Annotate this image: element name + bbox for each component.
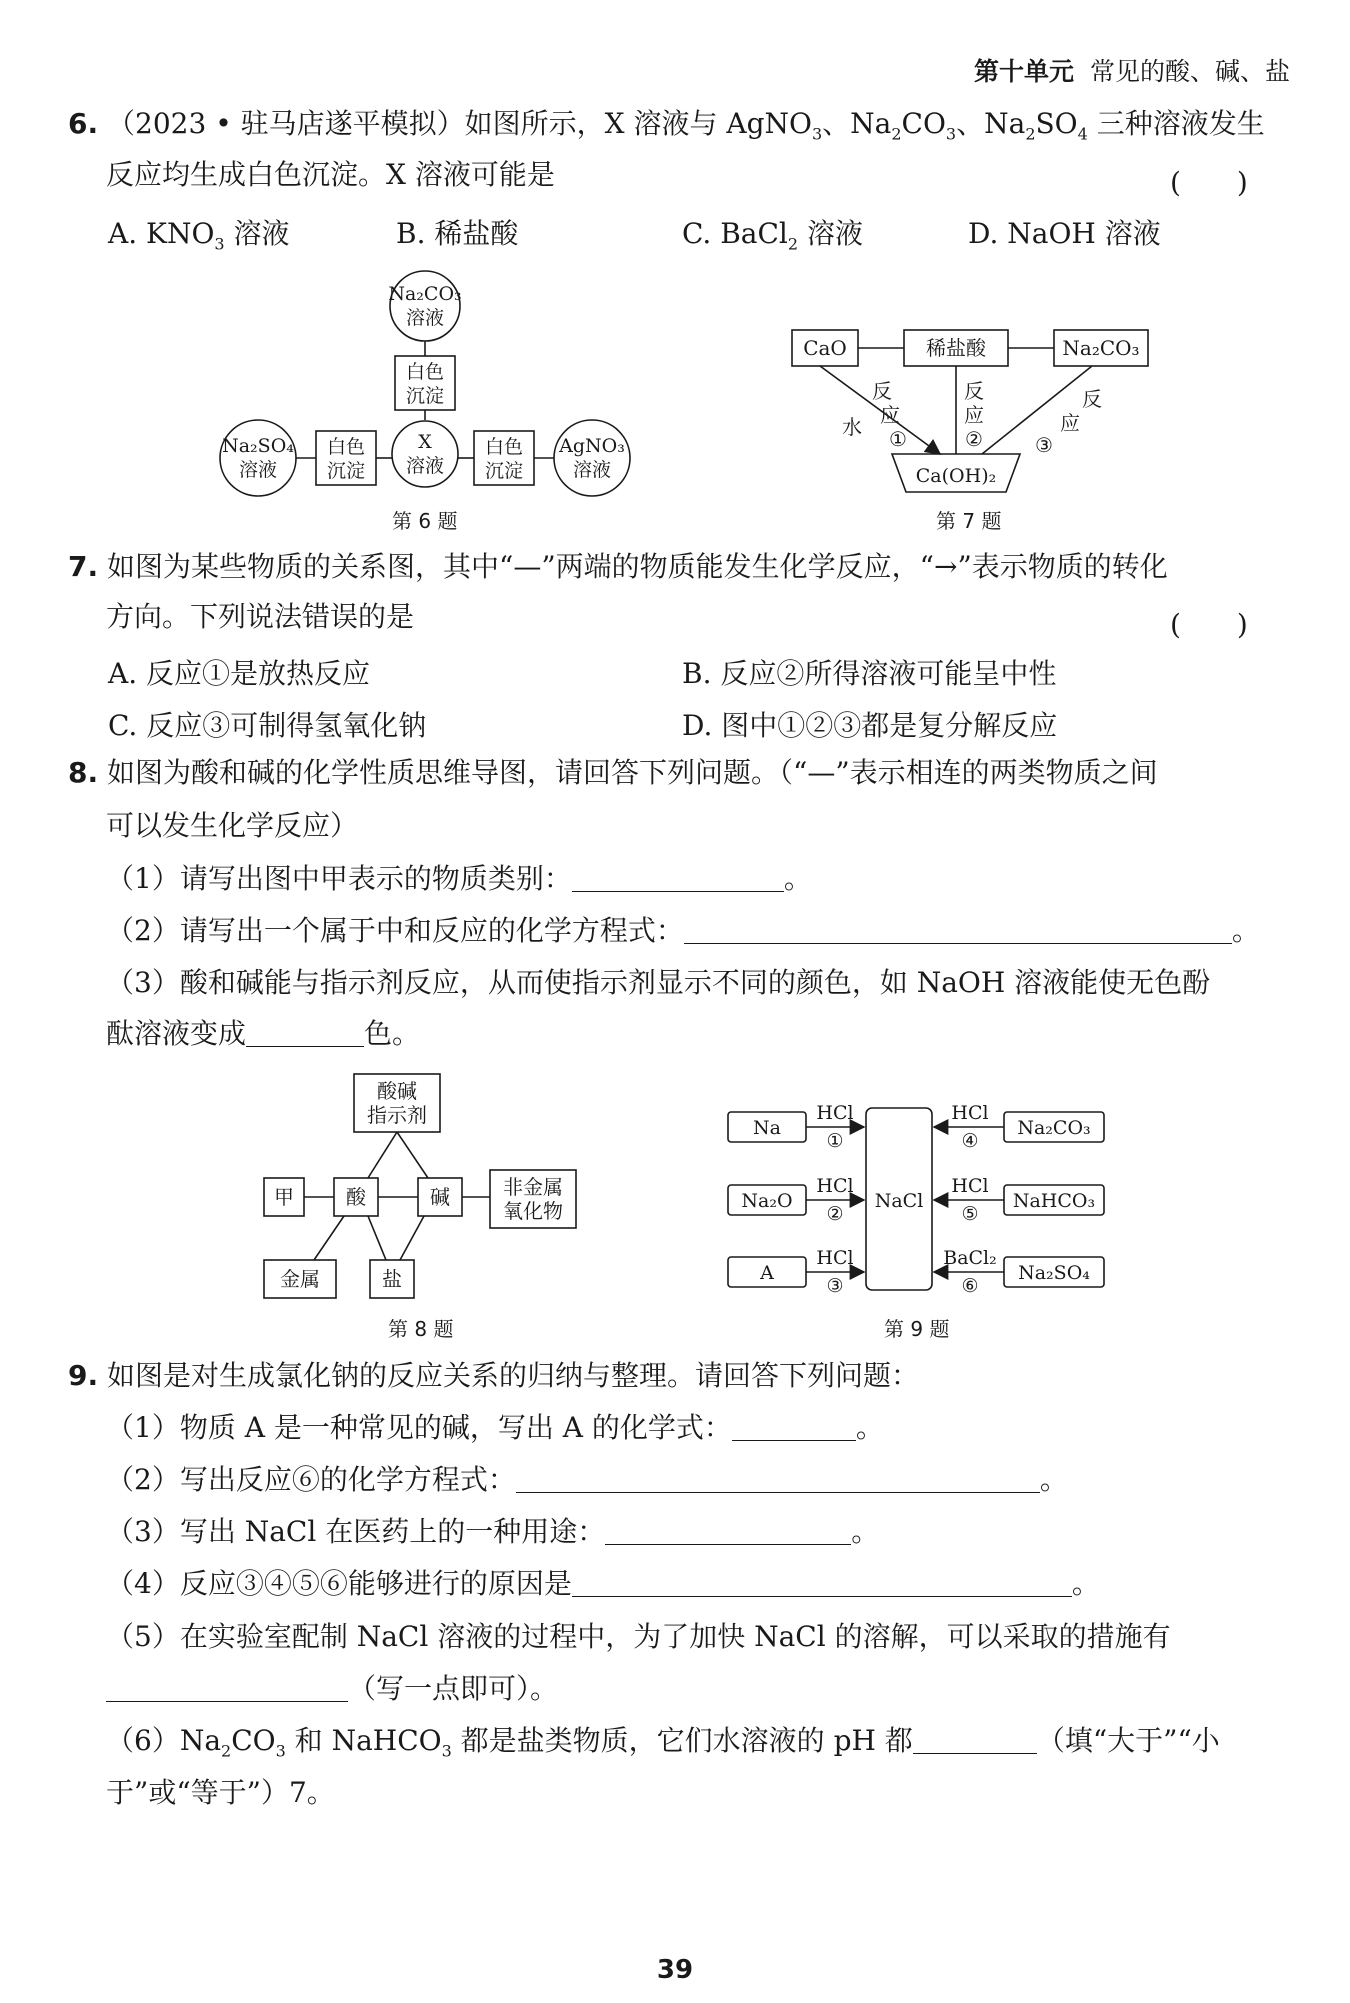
q9-part2-blank[interactable]	[516, 1462, 1040, 1493]
fig7-caoh2: Ca(OH)₂	[915, 465, 997, 487]
fig8-nonmetal-l1: 非金属	[503, 1175, 563, 1199]
fig7-water: 水	[842, 415, 862, 439]
fig6-agno3-label: AgNO₃	[559, 435, 625, 457]
fig6-white-right: 白色	[484, 436, 524, 458]
fig7-r1-ying: 应	[880, 403, 900, 427]
q8-stem-line2: 可以发生化学反应）	[106, 809, 359, 842]
fig7-na2co3: Na₂CO₃	[1062, 336, 1140, 360]
q9-part6-blank[interactable]	[913, 1723, 1037, 1754]
q9-part4-blank[interactable]	[572, 1566, 1072, 1597]
q6-answer-paren: ( )	[1170, 166, 1248, 199]
fig7-r3-number: ③	[1035, 433, 1053, 457]
fig6-white-left: 白色	[326, 436, 366, 458]
fig6-ppt-top: 沉淀	[405, 385, 445, 407]
q7-option-c: C. 反应③可制得氢氧化钠	[108, 709, 427, 742]
q6-option-d: D. NaOH 溶液	[968, 217, 1161, 250]
fig8-salt: 盐	[382, 1267, 402, 1291]
fig9-r5: ⑤	[961, 1203, 979, 1225]
fig9-a: A	[760, 1262, 774, 1284]
q9-part3-blank[interactable]	[605, 1514, 851, 1545]
figure-9-caption: 第 9 题	[884, 1317, 950, 1341]
fig8-jia: 甲	[274, 1185, 294, 1209]
q8-number: 8.	[68, 756, 99, 789]
q6-stem-line1: 6. （2023 • 驻马店遂平模拟）如图所示，X 溶液与 AgNO$_3$、$Na_2CO_3$、$Na_2SO_4$ 三种溶液发生	[68, 107, 1265, 144]
fig9-r1: ①	[826, 1130, 844, 1152]
page-number: 39	[656, 1955, 694, 1985]
figure-8-caption: 第 8 题	[388, 1317, 454, 1341]
fig9-na: Na	[753, 1117, 781, 1139]
fig7-r1-fan: 反	[872, 379, 892, 403]
q8-part2-blank[interactable]	[684, 913, 1232, 944]
q6-option-c: C. BaCl$_2$ 溶液	[682, 217, 863, 254]
fig9-na2o: Na₂O	[741, 1190, 793, 1212]
fig6-na2so4-solution: 溶液	[238, 459, 278, 481]
fig8-metal: 金属	[280, 1267, 320, 1291]
fig7-r3-fan: 反	[1082, 387, 1102, 411]
fig6-ppt-right: 沉淀	[484, 460, 524, 482]
fig9-r4: ④	[961, 1130, 979, 1152]
fig6-x-label: X	[418, 431, 432, 453]
q8-part3-blank[interactable]	[246, 1016, 364, 1047]
q9-part1-blank[interactable]	[732, 1410, 856, 1441]
fig9-nacl: NaCl	[874, 1190, 924, 1212]
q7-stem-line2: 方向。下列说法错误的是	[106, 600, 415, 633]
q9-part6-line1: $(6)Na_2CO_3$ 和 NaHCO$_3$ 都是盐类物质，它们水溶液的 pH 都 （填“大于”“小	[106, 1724, 1220, 1761]
fig7-r1-number: ①	[889, 427, 907, 451]
na2co3-circle	[390, 271, 460, 341]
fig7-dilute-hcl: 稀盐酸	[926, 336, 986, 360]
fig9-nahco3: NaHCO₃	[1012, 1190, 1096, 1212]
fig8-indicator-l1: 酸碱	[377, 1079, 417, 1103]
q6-option-a: A. $KNO_3$ 溶液	[108, 217, 290, 254]
fig7-r2-number: ②	[965, 427, 983, 451]
q7-option-d: D. 图中①②③都是复分解反应	[682, 709, 1058, 742]
fig9-r3: ③	[826, 1275, 844, 1297]
fig6-agno3-solution: 溶液	[572, 459, 612, 481]
q9-part1: （1）物质 A 是一种常见的碱，写出 A 的化学式： 。	[106, 1411, 884, 1444]
q7-stem-line1: 7. 如图为某些物质的关系图，其中“—”两端的物质能发生化学反应，“→”表示物质的转化	[68, 550, 1168, 583]
figure-6-diagram	[210, 268, 650, 500]
unit-title: 常见的酸、碱、盐	[1089, 57, 1290, 86]
fig6-na2co3-label: Na₂CO₃	[388, 283, 462, 305]
fig8-nonmetal-l2: 氧化物	[503, 1199, 563, 1223]
q6-option-b: B. 稀盐酸	[396, 217, 519, 250]
q8-part2: （2）请写出一个属于中和反应的化学方程式： 。	[106, 914, 1260, 947]
q9-part4: （4）反应③④⑤⑥能够进行的原因是 。	[106, 1567, 1100, 1600]
fig9-hcl-3: HCl	[816, 1247, 854, 1269]
q7-number: 7.	[68, 550, 99, 583]
q7-option-b: B. 反应②所得溶液可能呈中性	[682, 657, 1057, 690]
fig7-r2-fan: 反	[964, 379, 984, 403]
fig7-r3-ying: 应	[1060, 411, 1080, 435]
fig9-bacl2: BaCl₂	[943, 1247, 997, 1269]
q7-option-a: A. 反应①是放热反应	[108, 657, 371, 690]
fig9-r2: ②	[826, 1203, 844, 1225]
fig6-na2co3-solution: 溶液	[405, 307, 445, 329]
unit-label: 第十单元	[973, 57, 1074, 86]
q6-number: 6.	[68, 107, 99, 140]
fig6-x-solution: 溶液	[405, 455, 445, 477]
fig8-acid: 酸	[346, 1185, 366, 1209]
fig9-hcl-4: HCl	[951, 1102, 989, 1124]
q9-part5-blank[interactable]	[106, 1671, 348, 1702]
q8-part1: （1）请写出图中甲表示的物质类别： 。	[106, 862, 812, 895]
q9-part5-line1: （5）在实验室配制 NaCl 溶液的过程中，为了加快 NaCl 的溶解，可以采取的措施有	[106, 1620, 1171, 1653]
q9-number: 9.	[68, 1359, 99, 1392]
fig9-na2so4: Na₂SO₄	[1018, 1262, 1090, 1284]
fig9-na2co3: Na₂CO₃	[1017, 1117, 1091, 1139]
q8-stem-line1: 8. 如图为酸和碱的化学性质思维导图，请回答下列问题。（“—”表示相连的两类物质之间	[68, 756, 1158, 789]
q9-part2: （2）写出反应⑥的化学方程式： 。	[106, 1463, 1068, 1496]
fig9-hcl-1: HCl	[816, 1102, 854, 1124]
q8-part3-line2: 酞溶液变成 色。	[106, 1017, 421, 1050]
figure-8-diagram	[258, 1070, 588, 1310]
fig8-base: 碱	[430, 1185, 450, 1209]
figure-7-caption: 第 7 题	[936, 509, 1002, 533]
page-header	[974, 52, 1290, 88]
fig6-white-top: 白色	[405, 361, 445, 383]
fig6-na2so4-label: Na₂SO₄	[222, 435, 294, 457]
q9-part3: （3）写出 NaCl 在医药上的一种用途： 。	[106, 1515, 880, 1548]
q9-part5-line2: （写一点即可）。	[106, 1669, 558, 1709]
q8-part3-line1: （3）酸和碱能与指示剂反应，从而使指示剂显示不同的颜色，如 NaOH 溶液能使无色酚	[106, 966, 1211, 999]
figure-7-diagram	[780, 322, 1160, 502]
figure-9-diagram	[726, 1092, 1116, 1312]
q9-part6-line2: 于”或“等于”）7。	[106, 1776, 335, 1809]
na2so4-circle	[220, 420, 296, 496]
figure-6-caption: 第 6 题	[392, 509, 458, 533]
fig7-cao: CaO	[803, 336, 847, 360]
fig9-hcl-5: HCl	[951, 1175, 989, 1197]
fig7-r2-ying: 应	[964, 403, 984, 427]
fig8-indicator-l2: 指示剂	[367, 1103, 427, 1127]
q8-part1-blank[interactable]	[572, 861, 784, 892]
q9-stem: 9. 如图是对生成氯化钠的反应关系的归纳与整理。请回答下列问题：	[68, 1359, 920, 1392]
agno3-circle	[554, 420, 630, 496]
q7-answer-paren: ( )	[1170, 608, 1248, 641]
fig9-r6: ⑥	[961, 1275, 979, 1297]
q6-stem-line2: 反应均生成白色沉淀。X 溶液可能是	[106, 158, 555, 191]
fig9-hcl-2: HCl	[816, 1175, 854, 1197]
fig6-ppt-left: 沉淀	[326, 460, 366, 482]
